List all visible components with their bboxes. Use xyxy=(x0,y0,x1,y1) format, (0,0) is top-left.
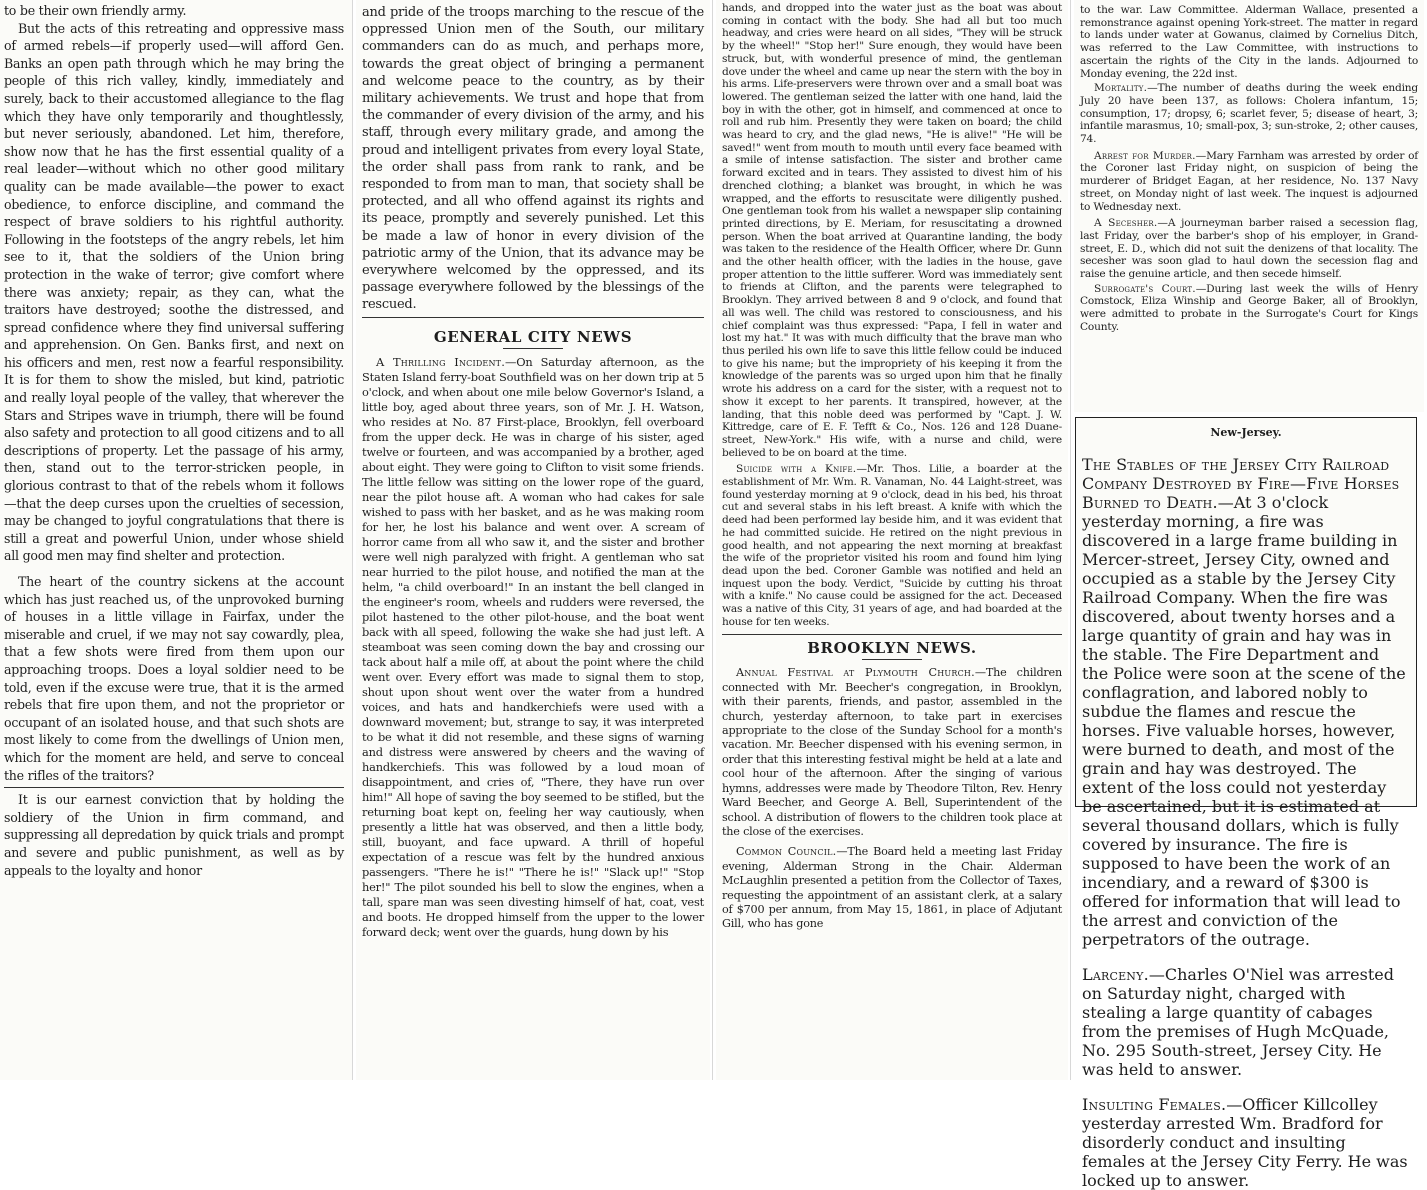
article-title: Annual Festival at Plymouth Church. xyxy=(736,666,975,680)
article-body: to the war. Law Committee. Alderman Wallace, presented a remonstrance against opening York-street. The matter in regard to lands under water at Gowanus, claimed by Cornelius Ditch, was referred to the Law Committee, with instructions to ascertain the rights of the City in the lands. Adjourned to Monday evening, the 22d inst. xyxy=(1080,4,1418,80)
article-title: Common Council. xyxy=(736,845,837,859)
column-4 xyxy=(1074,0,1424,412)
article-body: —The children connected with Mr. Beecher's congregation, in Brooklyn, with their parents, friends, and pastor, assembled in the church, yesterday afternoon, to take part in exercises appropriate to the close of the Sunday School for a month's vacation. Mr. Beecher dispensed with his evening sermon, in order that this interesting festival might be held at a late and cool hour of the afternoon. After the singing of various hymns, addresses were made by Theodore Tilton, Rev. Henry Ward Beecher, and George A. Bell, Superintendent of the school. A distribution of flowers to the children took place at the close of the exercises. xyxy=(722,666,1062,838)
article-title: The Stables of the Jersey City Railroad Company Destroyed by Fire—Five Horses Burned to Death. xyxy=(1082,455,1400,512)
column-divider xyxy=(352,0,353,1080)
heading-rule xyxy=(503,348,563,349)
article xyxy=(1080,217,1418,281)
paragraph: and pride of the troops marching to the rescue of the oppressed Union men of the South, our military commanders can do as much, and perhaps more, towards the great object of bringing a permanent and welcome peace to the country, as by their military achievements. We trust and hope that from the commander of every division of the army, and his staff, through every military grade, and among the proud and intelligent privates from every loyal State, the order shall pass from rank to rank, and be responded to from man to man, that society shall be protected, and all who offend against its rights and its peace, promptly and severely punished. Let this be made a law of honor in every division of the patriotic army of the Union, that its advance may be everywhere welcomed by the oppressed, and its passage everywhere followed by the blessings of the rescued. xyxy=(362,5,704,313)
column-divider xyxy=(712,0,713,1080)
article-body: —At 3 o'clock yesterday morning, a fire was discovered in a large frame building in Mercer-street, Jersey City, owned and occupied as a stable by the Jersey City Railroad Company. When the fire was discovered, about twenty horses and a large quantity of grain and hay was in the stable. The Fire Department and the Police were soon at the scene of the conflagration, and labored nobly to subdue the flames and rescue the horses. Five valuable horses, however, were burned to death, and most of the grain and hay was destroyed. The extent of the loss could not yesterday be ascertained, but it is estimated at several thousand dollars, which is fully covered by insurance. The fire is supposed to have been the work of an incendiary, and a reward of $300 is offered for information that will lead to the arrest and conviction of the perpetrators of the outrage. xyxy=(1082,493,1406,949)
article-body: —Charles O'Niel was arrested on Saturday night, charged with stealing a large quantity of cabages from the premises of Hugh McQuade, No. 295 South-street, Jersey City. He was held to answer. xyxy=(1082,965,1394,1079)
column-1 xyxy=(0,0,352,1080)
article xyxy=(362,355,704,940)
article-title: A Secesher. xyxy=(1094,217,1158,230)
heading-rule xyxy=(862,659,922,660)
paragraph: to be their own friendly army. xyxy=(4,3,187,18)
article xyxy=(1082,1095,1410,1190)
article xyxy=(1080,82,1418,146)
new-jersey-section xyxy=(1075,417,1417,1190)
article-title: Suicide with a Knife. xyxy=(736,463,857,476)
column-divider xyxy=(1070,0,1071,1080)
article xyxy=(1082,965,1410,1079)
divider xyxy=(722,634,1062,635)
article xyxy=(722,845,1062,931)
column-2 xyxy=(356,0,710,1080)
column-3 xyxy=(716,0,1068,1080)
article-body: —Mary Farnham was arrested by order of the Coroner last Friday night, on suspicion of being the murderer of Bridget Eagan, at her residence, No. 137 Navy street, on Monday night of last week. The inquest is adjourned to Wednesday next. xyxy=(1080,149,1418,213)
divider xyxy=(362,317,704,318)
article-body: —Officer Killcolley yesterday arrested Wm. Bradford for disorderly conduct and insulting females at the Jersey City Ferry. He was locked up to answer. xyxy=(1082,1095,1408,1190)
paragraph: But the acts of this retreating and oppressive mass of armed rebels—if properly used—will afford Gen. Banks an open path through which he may bring the people of this rich valley, kindly, immediately and surely, back to their accustomed allegiance to the flag which they have only temporarily and thoughtlessly, but never seriously, abandoned. Let him, therefore, show now that he has the first essential quality of a real leader—without which no other good military quality can be made available—the power to exact obedience, to enforce discipline, and command the respect of brave soldiers to his rightful authority. Following in the footsteps of the angry rebels, let him see to it, that the soldiers of the Union bring protection in the wake of terror; give comfort where there was anxiety; repair, as they can, what the traitors have destroyed; soothe the distressed, and spread confidence where they find universal suffering and apprehension. On Gen. Banks first, and next on his officers and men, rest now a fearful responsibility. It is for them to show the misled, but kind, patriotic and really loyal people of the valley, that wherever the Stars and Stripes wave in triumph, there will be found also safety and protection to all good citizens and to all descriptions of property. Let the passage of his army, then, stand out to the terror-stricken people, in glorious contrast to that of the rebels whom it follows—that the deep curses upon the cruelties of secession, may be changed to joyful congratulations that there is still a great and powerful Union, under whose shield all good men may find shelter and protection. xyxy=(4,20,344,564)
article xyxy=(1080,150,1418,214)
article-title: Arrest for Murder. xyxy=(1094,149,1196,162)
article-body: hands, and dropped into the water just as the boat was about coming in contact with the body. She had all but too much headway, and cries were heard on all sides, "They will be struck by the wheel!" "Stop her!" Sure enough, they would have been struck, but, with wonderful presence of mind, the gentleman dove under the wheel and came up near the stern with the boy in his arms. Life-preservers were thrown over and a small boat was lowered. The gentleman seized the latter with one hand, laid the boy in with the other, got in himself, and commenced at once to roll and rub him. Presently they were taken on board; the child was heard to cry, and the glad news, "He is alive!" "He will be saved!" went from mouth to mouth until every face beamed with a smile of intense satisfaction. The sister and brother came forward excited and in tears. They assisted to divest him of his drenched clothing; a blanket was brought, in which he was wrapped, and the efforts to resuscitate were diligently pushed. One gentleman took from his wallet a newspaper slip containing printed directions, by E. Meriam, for resuscitating a drowned person. When the boat arrived at Quarantine landing, the body was taken to the residence of the Health Officer, where Dr. Gunn and the other health officer, with the ladies in the house, gave proper attention to the little sufferer. Word was immediately sent to friends at Clifton, and the parents were telegraphed to Brooklyn. They arrived between 8 and 9 o'clock, and found that all was well. The child was restored to consciousness, and his chief complaint was thus expressed: "Papa, I fell in water and lost my hat." It was with much difficulty that the brave man who thus periled his own life to save this little fellow could be induced to give his name; but the impropriety of his keeping it from the knowledge of the parents was so urged upon him that he finally wrote his address on a card for the sister, with a request not to show it except to her parents. It transpired, however, at the landing, that this noble deed was performed by "Capt. J. W. Kittredge, care of E. F. Tefft & Co., Nos. 126 and 128 Duane-street, New-York." His wife, with a nurse and child, were believed to be on board at the time. xyxy=(722,2,1062,459)
article-body: —Mr. Thos. Lilie, a boarder at the establishment of Mr. Wm. R. Vanaman, No. 44 Laight-street, was found yesterday morning at 9 o'clock, dead in his bed, his throat cut and several stabs in his left breast. A knife with which the deed had been performed lay beside him, and it was evident that he had committed suicide. He retired on the night previous in good health, and not appearing the next morning at breakfast the wife of the proprietor visited his room and found him lying dead upon the bed. Coroner Gamble was notified and held an inquest upon the body. Verdict, "Suicide by cutting his throat with a knife." No cause could be assigned for the act. Deceased was a native of this City, 31 years of age, and had boarded at the house for ten weeks. xyxy=(722,463,1062,628)
article-body: —The number of deaths during the week ending July 20 have been 137, as follows: Cholera infantum, 15; consumption, 17; dropsy, 6; scarlet fever, 5; disease of heart, 3; infantile marasmus, 10; small-pox, 3; sun-stroke, 2; other causes, 74. xyxy=(1080,82,1418,146)
article xyxy=(722,666,1062,839)
article xyxy=(1082,455,1410,949)
paragraph: It is our earnest conviction that by holding the soldiery of the Union in firm command, and suppressing all depredation by quick trials and prompt and severe and public punishment, as well as by appeals to the loyalty and honor xyxy=(4,792,344,878)
article-title: Insulting Females. xyxy=(1082,1095,1227,1114)
article-title: Surrogate's Court. xyxy=(1094,282,1196,295)
spacer xyxy=(4,565,344,573)
section-heading: New-Jersey. xyxy=(1210,426,1282,439)
article-body: —The Board held a meeting last Friday evening, Alderman Strong in the Chair. Alderman McLaughlin presented a petition from the Collector of Taxes, requesting the appointment of an assistant clerk, at a salary of $700 per annum, from May 15, 1861, in place of Adjutant Gill, who has gone xyxy=(722,845,1062,931)
article xyxy=(1080,283,1418,334)
divider xyxy=(4,787,344,788)
article xyxy=(722,463,1062,628)
section-heading: GENERAL CITY NEWS xyxy=(433,327,633,346)
article-body: —On Saturday afternoon, as the Staten Island ferry-boat Southfield was on her down trip at 5 o'clock, and when about one mile below Governor's Island, a little boy, aged about three years, son of Mr. J. H. Watson, who resides at No. 87 First-place, Brooklyn, fell overboard from the upper deck. He was in charge of his sister, aged twelve or fourteen, and was accompanied by a brother, aged about eight. They were going to Clifton to visit some friends. The little fellow was sitting on the lower rope of the guard, near the pilot house aft. A woman who had cakes for sale wished to pass with her basket, and as he was making room for her, he lost his balance and went over. A scream of horror came from all who saw it, and the sister and brother were well nigh paralyzed with fright. A gentleman who sat near hurried to the pilot house, and notified the man at the helm, "a child overboard!" In an instant the bell clanged in the engineer's room, wheels and rudders were reversed, the pilot hastened to the other pilot-house, and the boat went back with all speed, following the wake she had just left. A steamboat was seen coming down the bay and crossing our tack about half a mile off, at about the point where the child went over. Every effort was made to signal them to stop, shout upon shout went over the water from a hundred voices, and hats and handkerchiefs were used with a downward movement; but, strange to say, it was interpreted to be what it did not resemble, and these signs of warning and distress were answered by cheers and the waving of handkerchiefs. This was followed by a loud moan of disappointment, and cries of, "There, they have run over him!" All hope of saving the boy seemed to be stifled, but the returning boat kept on, feeling her way cautiously, when presently a little hat was observed, and then a little body, still, buoyant, and face upward. A thrill of hopeful expectation of a rescue was felt by the hundred anxious passengers. "There he is!" "There he is!" "Slack up!" "Stop her!" The pilot sounded his bell to slow the engines, when a tall, spare man was seen divesting himself of hat, coat, vest and boots. He dropped himself from the upper to the lower forward deck; went over the guards, hung down by his xyxy=(362,354,704,939)
paragraph: The heart of the country sickens at the account which has just reached us, of the unprovoked burning of houses in a little village in Fairfax, under the miserable and cruel, if we may not say cowardly, plea, that a few shots were fired from them upon our approaching troops. Does a loyal soldier need to be told, even if the excuse were true, that it is the armed rebels that fire upon them, and not the proprietor or occupant of an isolated house, and that such shots are most likely to come from the dwellings of Union men, which for the moment are held, and serve to conceal the rifles of the traitors? xyxy=(4,574,344,783)
article-body: —A journeyman barber raised a secession flag, last Friday, over the barber's shop of his employer, in Grand-street, E. D., which did not suit the denizens of that locality. The secesher was soon glad to haul down the secession flag and raise the genuine article, and then secede himself. xyxy=(1080,217,1418,281)
article-title: Larceny. xyxy=(1082,965,1149,984)
article-body: —During last week the wills of Henry Comstock, Eliza Winship and George Baker, all of Brooklyn, were admitted to probate in the Surrogate's Court for Kings County. xyxy=(1080,282,1418,333)
section-heading: BROOKLYN NEWS. xyxy=(807,639,977,658)
article-title: A Thrilling Incident. xyxy=(376,354,506,369)
article-title: Mortality. xyxy=(1094,82,1148,95)
